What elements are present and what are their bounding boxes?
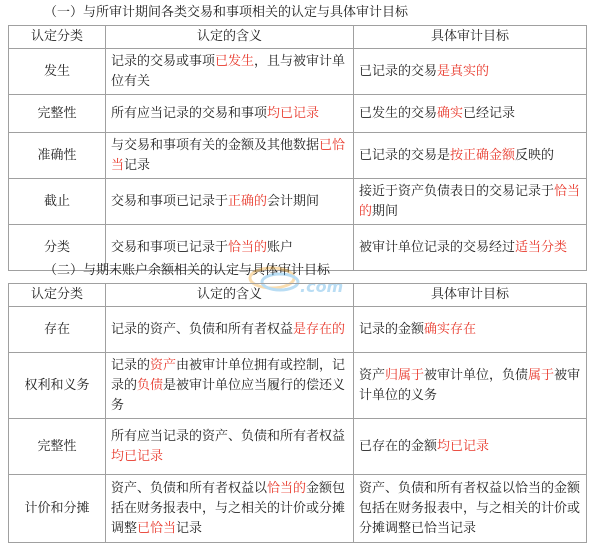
header-objective: 具体审计目标 (354, 284, 587, 307)
highlighted-text: 确实 (437, 105, 464, 121)
objective-cell (354, 307, 587, 353)
highlighted-text: 是存在的 (293, 321, 346, 337)
header-category: 认定分类 (9, 26, 106, 49)
header-category: 认定分类 (9, 284, 106, 307)
cell-text: 已记录的交易是 (359, 147, 451, 163)
highlighted-text: 均已记录 (437, 438, 490, 454)
header-meaning: 认定的含义 (106, 26, 354, 49)
cell-text: 由被审计单位拥有或控制，记录的 (111, 357, 346, 393)
highlighted-text: 均已记录 (111, 448, 164, 464)
section2-heading: （二）与期末账户余额相关的认定与具体审计目标 (44, 263, 331, 278)
cell-text: 被审计单位的义务 (359, 367, 581, 403)
objective-cell (354, 225, 587, 271)
cell-text: 记录 (176, 520, 203, 536)
cell-text: 已发生的交易 (359, 105, 438, 121)
objective-cell (354, 49, 587, 95)
meaning-cell (106, 307, 354, 353)
objective-cell (354, 95, 587, 133)
category-cell: 截止 (9, 179, 106, 225)
cell-text: 所有应当记录的交易和事项 (111, 105, 268, 121)
cell-text: 已经记录 (463, 105, 516, 121)
cell-text: 接近于资产负债表日的交易记录于 (359, 183, 555, 199)
table-row (9, 475, 587, 543)
cell-text: 反映的 (515, 147, 555, 163)
category-cell: 完整性 (9, 419, 106, 475)
category-cell: 完整性 (9, 95, 106, 133)
cell-text: 是被审计单位应当履行的偿还义务 (111, 377, 346, 413)
category-cell: 存在 (9, 307, 106, 353)
table-row (9, 133, 587, 179)
cell-text: 资产、负债和所有者权益以 (111, 480, 268, 496)
watermark-text: .com (300, 277, 344, 296)
cell-text: 记录的交易或事项 (111, 53, 216, 69)
transactions-assertions-table (8, 25, 587, 271)
cell-text: 交易和事项已记录于 (111, 193, 229, 209)
highlighted-text: 确实存在 (424, 321, 477, 337)
highlighted-text: 是真实的 (437, 63, 490, 79)
category-cell: 计价和分摊 (9, 475, 106, 543)
meaning-cell (106, 179, 354, 225)
section1-heading: （一）与所审计期间各类交易和事项相关的认定与具体审计目标 (44, 5, 409, 20)
table-row (9, 49, 587, 95)
highlighted-text: 均已记录 (267, 105, 320, 121)
table-row (9, 179, 587, 225)
category-cell: 分类 (9, 225, 106, 271)
cell-text: 交易和事项已记录于 (111, 239, 229, 255)
header-objective: 具体审计目标 (354, 26, 587, 49)
highlighted-text: 恰当的 (359, 183, 581, 219)
highlighted-text: 按正确金额 (450, 147, 516, 163)
cell-text: 账户 (267, 239, 294, 255)
table-header-row (9, 26, 587, 49)
cell-text: 与交易和事项有关的金额及其他数据 (111, 137, 320, 153)
meaning-cell (106, 419, 354, 475)
highlighted-text: 已恰当 (137, 520, 177, 536)
cell-text: 被审计单位记录的交易经过 (359, 239, 516, 255)
cell-text: 已存在的金额 (359, 438, 438, 454)
table-row (9, 353, 587, 419)
category-cell: 发生 (9, 49, 106, 95)
highlighted-text: 负债 (137, 377, 164, 393)
table-row (9, 95, 587, 133)
meaning-cell (106, 133, 354, 179)
objective-cell (354, 353, 587, 419)
cell-text: 所有应当记录的资产、负债和所有者权益 (111, 428, 346, 444)
category-cell: 准确性 (9, 133, 106, 179)
objective-cell (354, 419, 587, 475)
cell-text: 记录 (124, 157, 151, 173)
meaning-cell (106, 49, 354, 95)
highlighted-text: 资产 (150, 357, 177, 373)
objective-cell (354, 179, 587, 225)
table-row (9, 419, 587, 475)
category-cell: 权利和义务 (9, 353, 106, 419)
highlighted-text: 属于 (528, 367, 555, 383)
cell-text: 会计期间 (267, 193, 320, 209)
highlighted-text: 正确的 (228, 193, 268, 209)
balances-assertions-table (8, 283, 587, 543)
objective-cell (354, 475, 587, 543)
table-row (9, 307, 587, 353)
cell-text: 金额包括在财务报表中，与之相关的计价或分摊调整 (111, 480, 346, 536)
cell-text: 资产、负债和所有者权益以恰当的金额包括在财务报表中，与之相关的计价或分摊调整已恰当记录 (359, 480, 581, 536)
meaning-cell (106, 475, 354, 543)
cell-text: 记录的金额 (359, 321, 425, 337)
objective-cell (354, 133, 587, 179)
meaning-cell (106, 353, 354, 419)
highlighted-text: 适当分类 (515, 239, 568, 255)
cell-text: 期间 (372, 203, 399, 219)
highlighted-text: 恰当的 (228, 239, 268, 255)
highlighted-text: 已发生 (215, 53, 255, 69)
cell-text: 已记录的交易 (359, 63, 438, 79)
cell-text: 资产 (359, 367, 386, 383)
cell-text: ，且与被审计单位有关 (111, 53, 346, 89)
cell-text: 记录的资产、负债和所有者权益 (111, 321, 294, 337)
highlighted-text: 恰当的 (267, 480, 307, 496)
header-meaning: 认定的含义 (106, 284, 354, 307)
cell-text: 记录的 (111, 357, 151, 373)
cell-text: 被审计单位，负债 (424, 367, 529, 383)
table-header-row (9, 284, 587, 307)
highlighted-text: 归属于 (385, 367, 425, 383)
highlighted-text: 已恰当 (111, 137, 346, 173)
meaning-cell (106, 95, 354, 133)
